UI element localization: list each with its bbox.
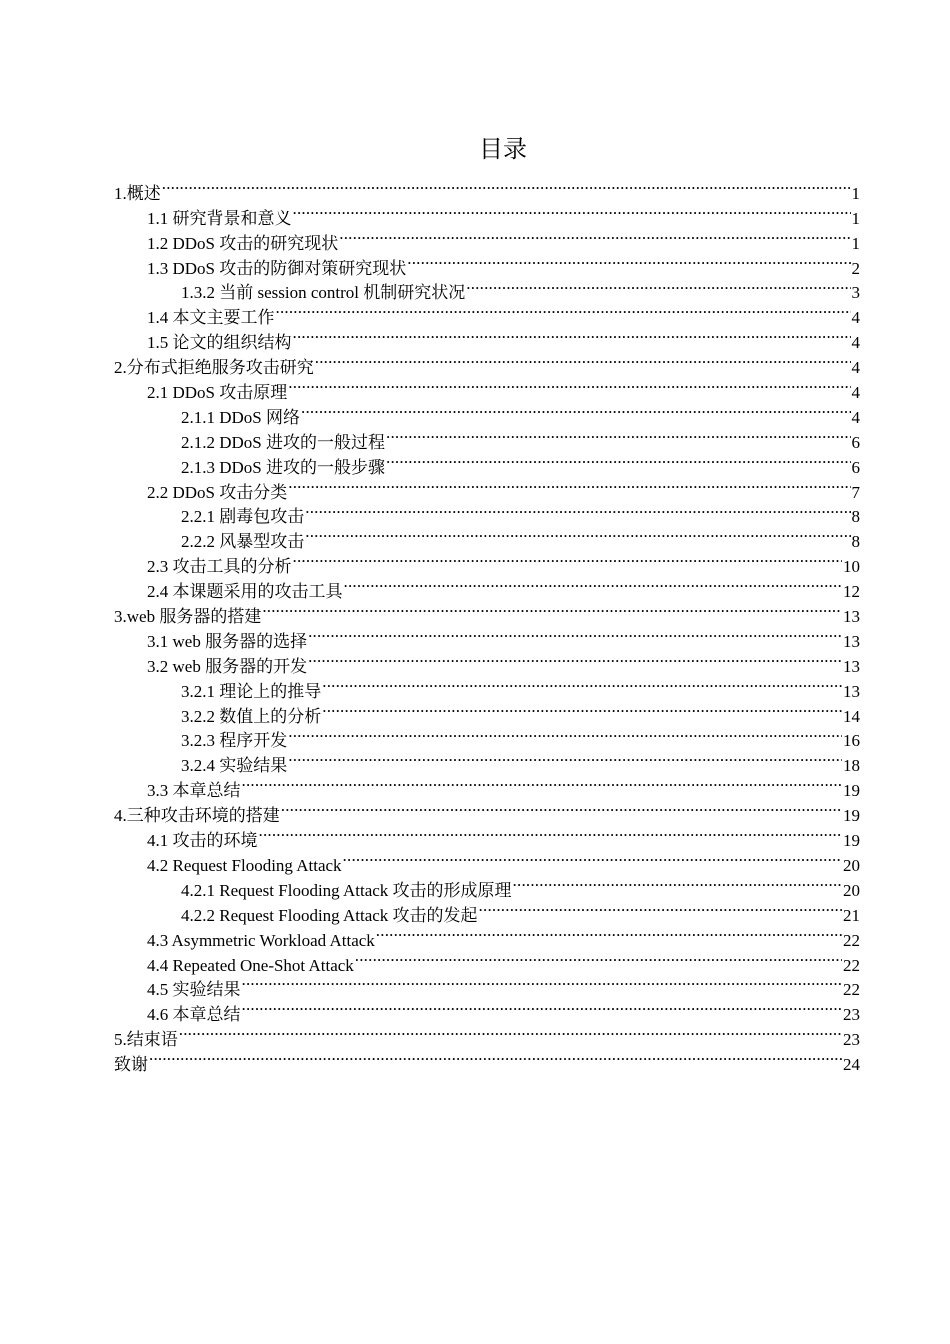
toc-dot-leader [322, 697, 842, 722]
toc-entry-title: 5.结束语 [114, 1030, 178, 1050]
toc-dot-leader [344, 572, 843, 597]
toc-entry-page-number: 7 [851, 482, 860, 502]
toc-dot-leader [305, 522, 850, 547]
toc-dot-leader [276, 298, 851, 323]
toc-dot-leader [355, 946, 842, 971]
toc-entry-title: 3.2.3 程序开发 [181, 731, 288, 751]
toc-entry[interactable] [114, 199, 860, 228]
toc-entry[interactable] [114, 1020, 860, 1050]
toc-entry-page-number: 12 [843, 582, 860, 602]
toc-entry-title: 3.2.2 数值上的分析 [181, 706, 322, 726]
toc-entry-title: 1.3.2 当前 session control 机制研究状况 [181, 283, 466, 303]
toc-dot-leader [281, 796, 842, 821]
toc-entry-title: 2.4 本课题采用的攻击工具 [147, 582, 343, 602]
toc-entry-page-number: 19 [843, 831, 860, 851]
toc-entry-title: 4.三种攻击环境的搭建 [114, 806, 280, 826]
toc-dot-leader [293, 323, 851, 348]
toc-entry-title: 3.2.1 理论上的推导 [181, 681, 322, 701]
toc-dot-leader [179, 1020, 842, 1045]
toc-entry-page-number: 20 [843, 855, 860, 875]
toc-dot-leader [407, 249, 850, 274]
toc-dot-leader [308, 622, 842, 647]
toc-entry-page-number: 1 [851, 233, 860, 253]
toc-entry-title: 1.2 DDoS 攻击的研究现状 [147, 233, 339, 253]
toc-entry-title: 3.web 服务器的搭建 [114, 607, 262, 627]
toc-entry-page-number: 22 [843, 980, 860, 1000]
toc-entry-page-number: 18 [843, 756, 860, 776]
toc-entry-page-number: 6 [851, 432, 860, 452]
toc-entry-page-number: 19 [843, 806, 860, 826]
toc-entry-title: 3.1 web 服务器的选择 [147, 631, 308, 651]
toc-dot-leader [242, 971, 843, 996]
toc-entry-title: 1.1 研究背景和意义 [147, 208, 292, 228]
toc-entry-title: 4.5 实验结果 [147, 980, 241, 1000]
toc-entry-title: 2.1.2 DDoS 进攻的一般过程 [181, 432, 386, 452]
toc-dot-leader [293, 199, 851, 224]
toc-dot-leader [339, 224, 850, 249]
toc-entry-page-number: 13 [843, 656, 860, 676]
toc-dot-leader [308, 647, 842, 672]
toc-entry-page-number: 8 [851, 532, 860, 552]
toc-entry-title: 2.1.1 DDoS 网络 [181, 407, 301, 427]
toc-entry-title: 4.1 攻击的环境 [147, 831, 258, 851]
toc-entry[interactable] [114, 1045, 860, 1075]
toc-dot-leader [315, 348, 851, 373]
toc-entry[interactable] [114, 174, 860, 203]
toc-dot-leader [479, 896, 842, 921]
toc-entry-page-number: 4 [851, 383, 860, 403]
toc-dot-leader [149, 1045, 842, 1070]
toc-entry-page-number: 4 [851, 333, 860, 353]
toc-entry-page-number: 23 [843, 1005, 860, 1025]
toc-entry-title: 2.1 DDoS 攻击原理 [147, 383, 288, 403]
toc-entry-title: 3.2.4 实验结果 [181, 756, 288, 776]
toc-entry-page-number: 2 [851, 258, 860, 278]
toc-entry-title: 4.4 Repeated One-Shot Attack [147, 955, 354, 975]
toc-entry-page-number: 24 [843, 1055, 860, 1075]
toc-dot-leader [343, 846, 842, 871]
toc-entry-page-number: 10 [843, 557, 860, 577]
toc-dot-leader [288, 473, 850, 498]
toc-dot-leader [293, 547, 843, 572]
toc-entry-title: 2.1.3 DDoS 进攻的一般步骤 [181, 457, 386, 477]
toc-dot-leader [322, 672, 842, 697]
toc-entry-title: 2.2 DDoS 攻击分类 [147, 482, 288, 502]
toc-dot-leader [259, 821, 843, 846]
toc-entry-page-number: 4 [851, 308, 860, 328]
toc-entry-title: 4.6 本章总结 [147, 1005, 241, 1025]
toc-entry-page-number: 23 [843, 1030, 860, 1050]
toc-entry-page-number: 3 [851, 283, 860, 303]
toc-dot-leader [386, 423, 850, 448]
toc-dot-leader [162, 174, 851, 199]
toc-entry-page-number: 13 [843, 681, 860, 701]
toc-entry-title: 4.2 Request Flooding Attack [147, 855, 342, 875]
toc-title: 目录 [479, 135, 527, 163]
toc-dot-leader [386, 448, 850, 473]
toc-dot-leader [301, 398, 850, 423]
toc-entry-title: 1.3 DDoS 攻击的防御对策研究现状 [147, 258, 407, 278]
toc-entry-title: 4.3 Asymmetric Workload Attack [147, 930, 375, 950]
toc-entry-title: 2.3 攻击工具的分析 [147, 557, 292, 577]
toc-entry-page-number: 8 [851, 507, 860, 527]
toc-entry-page-number: 14 [843, 706, 860, 726]
toc-entry-title: 2.2.1 剧毒包攻击 [181, 507, 305, 527]
toc-entry-page-number: 4 [851, 407, 860, 427]
toc-entry-title: 4.2.1 Request Flooding Attack 攻击的形成原理 [181, 880, 512, 900]
toc-dot-leader [262, 597, 842, 622]
toc-entry-title: 1.概述 [114, 183, 161, 203]
toc-entry-page-number: 4 [851, 358, 860, 378]
toc-entry-page-number: 16 [843, 731, 860, 751]
toc-dot-leader [288, 722, 842, 747]
toc-entry-title: 1.4 本文主要工作 [147, 308, 275, 328]
toc-dot-leader [376, 921, 842, 946]
toc-dot-leader [466, 274, 850, 299]
toc-dot-leader [242, 771, 843, 796]
toc-entry-page-number: 22 [843, 930, 860, 950]
toc-dot-leader [305, 498, 850, 523]
toc-entry-page-number: 1 [851, 183, 860, 203]
toc-entry-page-number: 13 [843, 607, 860, 627]
toc-entry-title: 2.2.2 风暴型攻击 [181, 532, 305, 552]
toc-entry-page-number: 22 [843, 955, 860, 975]
toc-entry-page-number: 13 [843, 631, 860, 651]
toc-entry-title: 1.5 论文的组织结构 [147, 333, 292, 353]
toc-dot-leader [242, 995, 843, 1020]
toc-entry-title: 4.2.2 Request Flooding Attack 攻击的发起 [181, 905, 478, 925]
toc-dot-leader [288, 746, 842, 771]
toc-dot-leader [513, 871, 842, 896]
toc-entry-page-number: 6 [851, 457, 860, 477]
table-of-contents [114, 174, 860, 1075]
toc-entry-page-number: 19 [843, 781, 860, 801]
toc-entry-title: 3.3 本章总结 [147, 781, 241, 801]
toc-entry-title: 致谢 [114, 1055, 148, 1075]
toc-entry-title: 3.2 web 服务器的开发 [147, 656, 308, 676]
toc-entry-page-number: 1 [851, 208, 860, 228]
toc-entry-page-number: 20 [843, 880, 860, 900]
toc-dot-leader [288, 373, 850, 398]
toc-entry-title: 2.分布式拒绝服务攻击研究 [114, 358, 314, 378]
toc-entry-page-number: 21 [843, 905, 860, 925]
